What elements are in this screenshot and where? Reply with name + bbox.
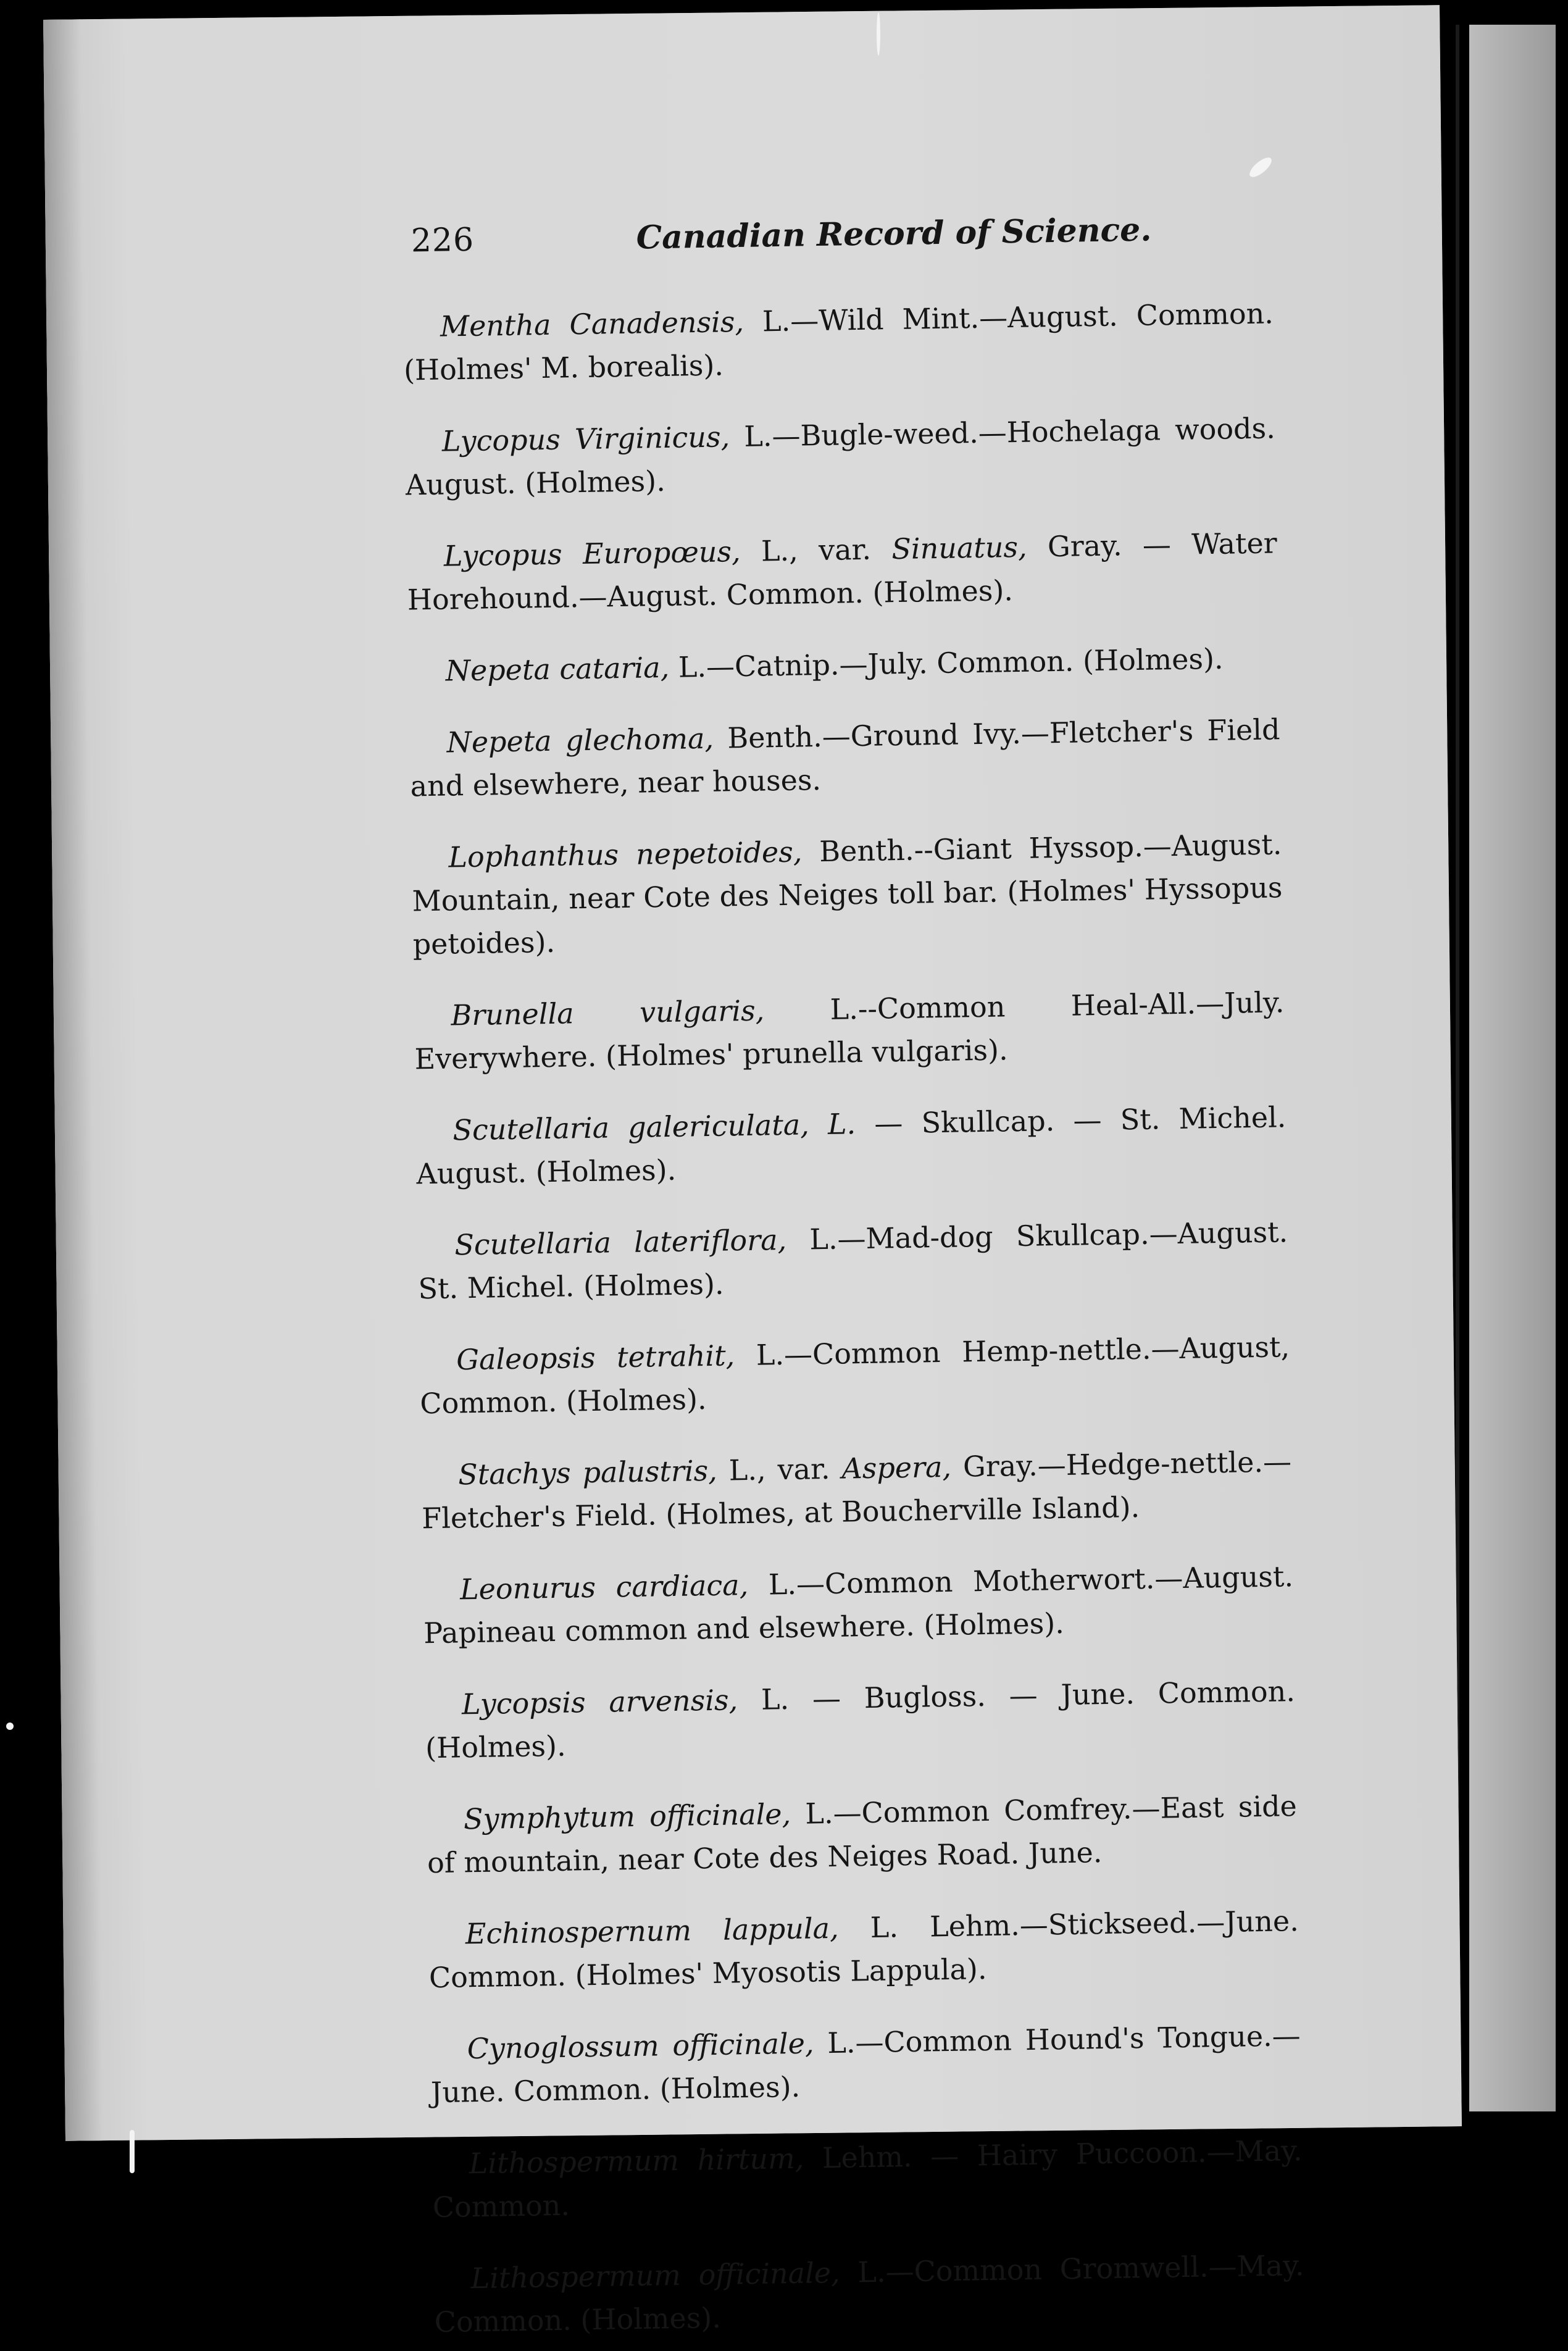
species-name: Mentha Canadensis, (440, 304, 744, 343)
entry-text: Gray.—Hedge-nettle.— Fletcher's Field. (Holmes, at Boucherville Island). (421, 1445, 1292, 1535)
authority-name: L. (827, 1107, 856, 1141)
species-name: Nepeta cataria, (445, 650, 670, 688)
species-entry (406, 521, 1278, 621)
page-number: 226 (411, 221, 475, 260)
entry-text: Benth.—Ground Ivy.—Fletcher's Field and elsewhere, near houses. (410, 712, 1280, 803)
entry-text: L.—Common Comfrey.—East side of mountain, near Cote des Neiges Road. June. (427, 1789, 1298, 1880)
species-name: Scutellaria galericulata, (452, 1108, 810, 1147)
species-entry (423, 1555, 1295, 1655)
entry-text: — Skullcap. — St. Michel. August. (Holmes). (416, 1100, 1287, 1191)
entry-text (809, 1108, 828, 1141)
species-entry (402, 291, 1274, 391)
entry-text: L.—Mad-dog Skullcap.—August. St. Michel. (Holmes). (418, 1215, 1288, 1306)
scan-speck (6, 1723, 14, 1730)
entry-text: L., var. (717, 1451, 842, 1487)
species-name: Echinospernum lappula, (465, 1911, 839, 1951)
scan-speck (130, 2130, 135, 2173)
species-name: Cynoglossum officinale, (467, 2026, 814, 2066)
species-entry (404, 406, 1276, 506)
entry-text: L.—Catnip.—July. Common. (Holmes). (669, 641, 1224, 684)
species-entry (417, 1210, 1289, 1310)
entry-text: L. Lehm.—Stickseed.—June. Common. (Holmes' Myosotis Lappula). (428, 1904, 1299, 1995)
species-entry (415, 1095, 1287, 1195)
species-list (347, 291, 1305, 2344)
species-entry (424, 1669, 1296, 1769)
species-entry (421, 1440, 1293, 1540)
entry-text: L.—Common Motherwort.—August. Papineau common and elsewhere. (Holmes). (423, 1560, 1294, 1650)
entry-text: L.—Common Hound's Tongue.— June. Common. (Holmes). (430, 2019, 1301, 2110)
page-content (346, 195, 1305, 2350)
species-name: Lophanthus nepetoides, (448, 835, 803, 874)
species-entry (426, 1784, 1298, 1884)
entry-text: L.—Common Hemp-nettle.—August, Common. (Holmes). (419, 1330, 1290, 1421)
species-name: Galeopsis tetrahit, (456, 1338, 735, 1377)
species-entry (432, 2129, 1303, 2229)
species-entry (409, 708, 1281, 808)
variety-name: Aspera, (841, 1450, 952, 1485)
scan-speck (877, 12, 880, 56)
entry-text: L.—Bugle-weed.—Hochelaga woods. August. (Holmes). (405, 411, 1276, 502)
entry-text: Lehm. — Hairy Puccoon.—May. Common. (432, 2134, 1303, 2224)
species-name: Nepeta glechoma, (446, 721, 714, 759)
species-name: Lithospermum hirtum, (469, 2141, 804, 2181)
species-entry (433, 2244, 1305, 2344)
entry-text: L., var. (740, 532, 892, 569)
species-entry (408, 636, 1279, 693)
species-name: Lithospermum officinale, (470, 2255, 841, 2295)
entry-text: L.—Common Gromwell.—May. Common. (Holmes). (434, 2249, 1304, 2339)
entry-text: Gray. — Water Horehound.—August. Common. (Holmes). (407, 526, 1278, 617)
adjacent-page-edge (1469, 25, 1556, 2111)
running-title: Canadian Record of Science. (636, 211, 1152, 257)
entry-text: Benth.--Giant Hyssop.—August. Mountain, near Cote des Neiges toll bar. (Holmes' Hyssopus petoides). (412, 827, 1283, 961)
page-binding-edge (43, 19, 102, 2140)
species-name: Brunella vulgaris, (451, 993, 765, 1032)
species-name: Lycopsis arvensis, (461, 1683, 738, 1721)
entry-text: L.--Common Heal-All.—July. Everywhere. (Holmes' prunella vulgaris). (414, 985, 1285, 1076)
species-entry (428, 1899, 1299, 1999)
variety-name: Sinuatus, (891, 530, 1028, 566)
entry-text: L.—Wild Mint.—August. Common. (Holmes' M. borealis). (403, 296, 1274, 387)
species-entry (419, 1325, 1291, 1425)
species-name: Scutellaria lateriflora, (454, 1222, 787, 1262)
species-entry (411, 822, 1283, 966)
species-name: Lycopus Virginicus, (441, 420, 730, 458)
entry-text: L. — Bugloss. — June. Common. (Holmes). (425, 1674, 1296, 1765)
species-entry (430, 2014, 1301, 2114)
species-entry (414, 980, 1285, 1080)
species-name: Leonurus cardiaca, (459, 1568, 749, 1606)
species-name: Symphytum officinale, (463, 1797, 791, 1836)
species-name: Stachys palustris, (457, 1453, 718, 1492)
species-name: Lycopus Europœus, (443, 535, 741, 573)
page-header (346, 195, 1273, 278)
